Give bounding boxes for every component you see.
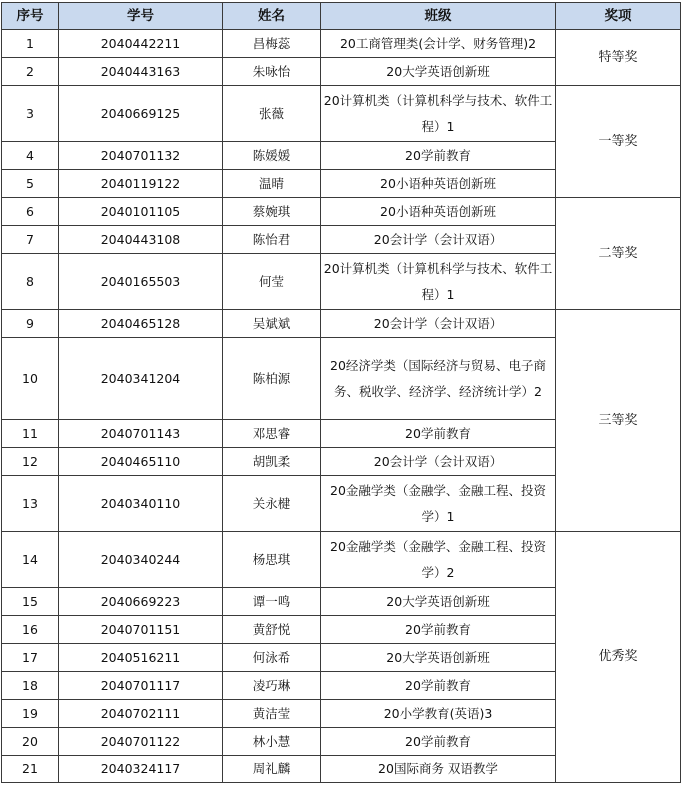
name-cell: 昌梅蕊: [223, 30, 321, 58]
name-cell: 张薇: [223, 86, 321, 142]
seq-cell: 14: [2, 532, 59, 588]
class-cell: 20大学英语创新班: [321, 588, 556, 616]
table-row: [2, 30, 681, 58]
name-cell: 何莹: [223, 254, 321, 310]
student-id-cell: 2040701122: [59, 728, 223, 756]
table-row: [2, 198, 681, 226]
table-row: [2, 310, 681, 338]
header-row: [2, 3, 681, 30]
name-cell: 吴斌斌: [223, 310, 321, 338]
name-cell: 黄洁莹: [223, 700, 321, 728]
class-cell: 20金融学类（金融学、金融工程、投资学）2: [321, 532, 556, 588]
name-cell: 杨思琪: [223, 532, 321, 588]
seq-cell: 2: [2, 58, 59, 86]
name-cell: 何泳希: [223, 644, 321, 672]
name-cell: 关永楗: [223, 476, 321, 532]
name-cell: 陈怡君: [223, 226, 321, 254]
student-id-cell: 2040669223: [59, 588, 223, 616]
name-cell: 凌巧琳: [223, 672, 321, 700]
name-cell: 朱咏怡: [223, 58, 321, 86]
class-cell: 20金融学类（金融学、金融工程、投资学）1: [321, 476, 556, 532]
class-cell: 20经济学类（国际经济与贸易、电子商务、税收学、经济学、经济统计学）2: [321, 338, 556, 420]
class-cell: 20小学教育(英语)3: [321, 700, 556, 728]
class-cell: 20学前教育: [321, 142, 556, 170]
student-id-cell: 2040443108: [59, 226, 223, 254]
seq-cell: 9: [2, 310, 59, 338]
student-id-cell: 2040702111: [59, 700, 223, 728]
class-cell: 20工商管理类(会计学、财务管理)2: [321, 30, 556, 58]
student-id-cell: 2040165503: [59, 254, 223, 310]
award-cell: 三等奖: [556, 310, 681, 532]
name-cell: 谭一鸣: [223, 588, 321, 616]
seq-cell: 15: [2, 588, 59, 616]
table-body: [2, 30, 681, 783]
class-cell: 20会计学（会计双语）: [321, 448, 556, 476]
student-id-cell: 2040465110: [59, 448, 223, 476]
class-cell: 20计算机类（计算机科学与技术、软件工程）1: [321, 86, 556, 142]
student-id-cell: 2040101105: [59, 198, 223, 226]
student-id-cell: 2040119122: [59, 170, 223, 198]
seq-cell: 3: [2, 86, 59, 142]
name-cell: 温晴: [223, 170, 321, 198]
seq-cell: 1: [2, 30, 59, 58]
student-id-cell: 2040340244: [59, 532, 223, 588]
name-cell: 陈柏源: [223, 338, 321, 420]
awards-table: [1, 2, 681, 783]
seq-cell: 17: [2, 644, 59, 672]
class-cell: 20会计学（会计双语）: [321, 226, 556, 254]
student-id-cell: 2040516211: [59, 644, 223, 672]
student-id-cell: 2040341204: [59, 338, 223, 420]
seq-cell: 5: [2, 170, 59, 198]
student-id-cell: 2040443163: [59, 58, 223, 86]
name-cell: 周礼麟: [223, 756, 321, 783]
class-cell: 20小语种英语创新班: [321, 198, 556, 226]
student-id-cell: 2040465128: [59, 310, 223, 338]
header-class: 班级: [321, 3, 556, 30]
seq-cell: 19: [2, 700, 59, 728]
seq-cell: 20: [2, 728, 59, 756]
seq-cell: 6: [2, 198, 59, 226]
student-id-cell: 2040324117: [59, 756, 223, 783]
student-id-cell: 2040701117: [59, 672, 223, 700]
seq-cell: 10: [2, 338, 59, 420]
student-id-cell: 2040701132: [59, 142, 223, 170]
table-row: [2, 86, 681, 142]
class-cell: 20学前教育: [321, 420, 556, 448]
award-cell: 特等奖: [556, 30, 681, 86]
class-cell: 20大学英语创新班: [321, 644, 556, 672]
header-award: 奖项: [556, 3, 681, 30]
header-seq: 序号: [2, 3, 59, 30]
name-cell: 黄舒悦: [223, 616, 321, 644]
student-id-cell: 2040442211: [59, 30, 223, 58]
class-cell: 20学前教育: [321, 616, 556, 644]
seq-cell: 4: [2, 142, 59, 170]
class-cell: 20学前教育: [321, 672, 556, 700]
name-cell: 陈媛媛: [223, 142, 321, 170]
student-id-cell: 2040669125: [59, 86, 223, 142]
seq-cell: 12: [2, 448, 59, 476]
class-cell: 20小语种英语创新班: [321, 170, 556, 198]
award-cell: 优秀奖: [556, 532, 681, 783]
class-cell: 20国际商务 双语教学: [321, 756, 556, 783]
name-cell: 胡凯柔: [223, 448, 321, 476]
class-cell: 20学前教育: [321, 728, 556, 756]
seq-cell: 16: [2, 616, 59, 644]
award-cell: 二等奖: [556, 198, 681, 310]
seq-cell: 13: [2, 476, 59, 532]
table-row: [2, 532, 681, 588]
award-cell: 一等奖: [556, 86, 681, 198]
name-cell: 邓思睿: [223, 420, 321, 448]
seq-cell: 8: [2, 254, 59, 310]
seq-cell: 21: [2, 756, 59, 783]
name-cell: 林小慧: [223, 728, 321, 756]
seq-cell: 11: [2, 420, 59, 448]
table-header: [2, 3, 681, 30]
seq-cell: 7: [2, 226, 59, 254]
student-id-cell: 2040340110: [59, 476, 223, 532]
student-id-cell: 2040701143: [59, 420, 223, 448]
header-student-id: 学号: [59, 3, 223, 30]
name-cell: 蔡婉琪: [223, 198, 321, 226]
class-cell: 20大学英语创新班: [321, 58, 556, 86]
student-id-cell: 2040701151: [59, 616, 223, 644]
class-cell: 20会计学（会计双语）: [321, 310, 556, 338]
header-name: 姓名: [223, 3, 321, 30]
class-cell: 20计算机类（计算机科学与技术、软件工程）1: [321, 254, 556, 310]
seq-cell: 18: [2, 672, 59, 700]
